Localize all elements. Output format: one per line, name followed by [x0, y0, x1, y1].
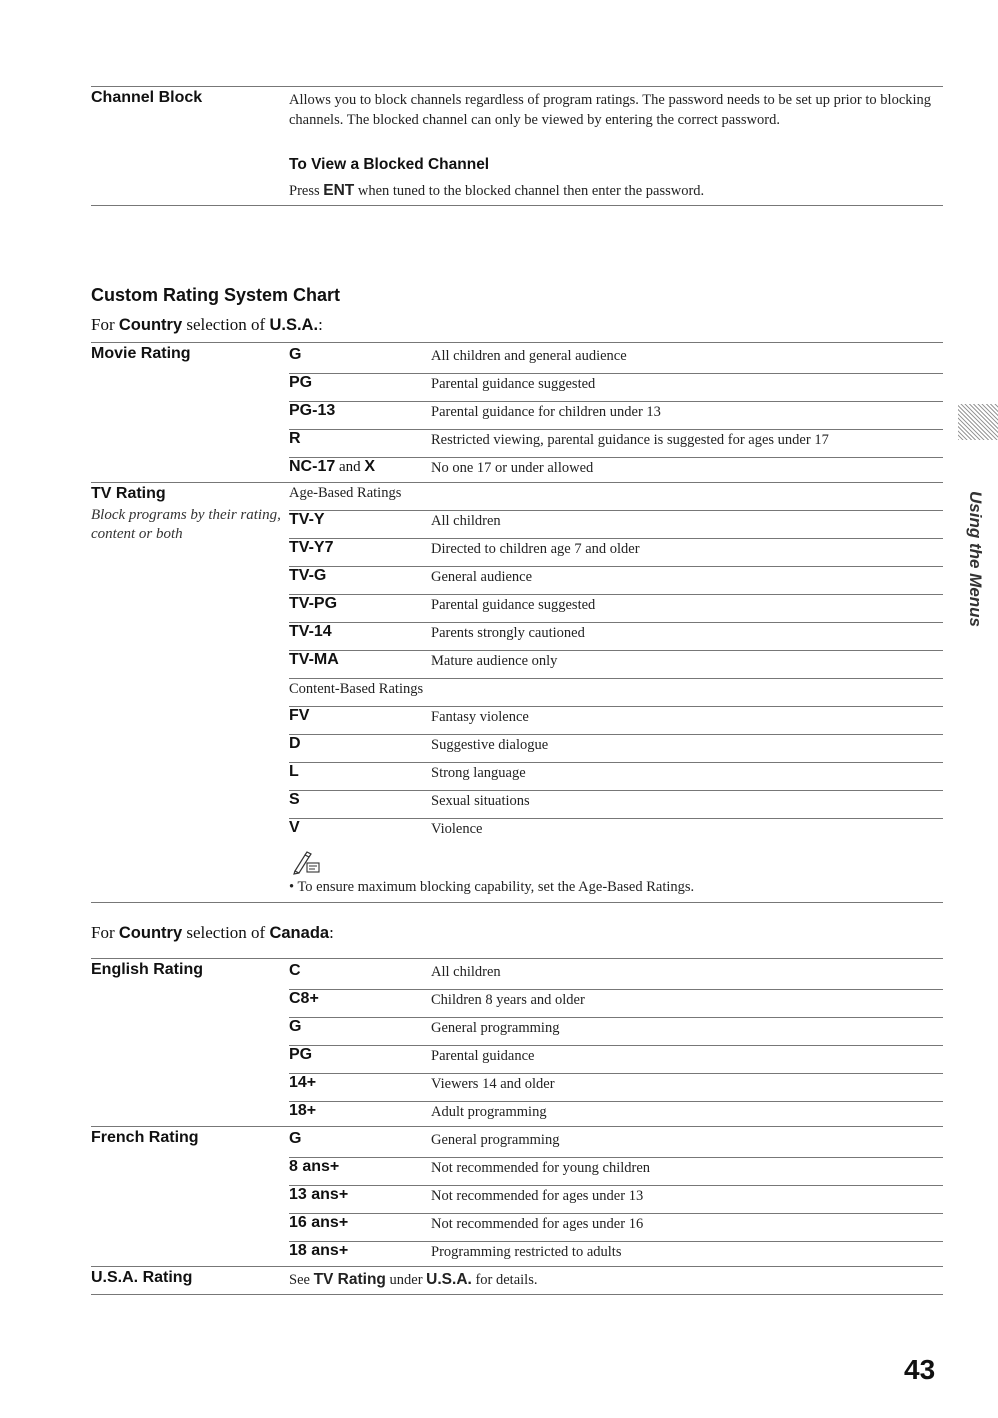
- rating-code: L: [289, 763, 299, 780]
- rating-code: C8+: [289, 990, 319, 1007]
- rating-description: Parental guidance: [431, 1048, 535, 1064]
- rating-description: Parental guidance suggested: [431, 376, 596, 392]
- rating-row: [289, 429, 943, 456]
- rating-row: [289, 622, 943, 649]
- divider: [91, 958, 943, 959]
- rating-description: Mature audience only: [431, 653, 558, 669]
- rating-row: [289, 818, 943, 845]
- content-based-heading: Content-Based Ratings: [289, 681, 424, 697]
- row-divider: [289, 1073, 943, 1074]
- row-divider: [289, 566, 943, 567]
- rating-row: [289, 1157, 943, 1184]
- row-divider: [289, 706, 943, 707]
- row-divider: [289, 1213, 943, 1214]
- rating-row: [289, 1045, 943, 1072]
- rating-code: TV-Y: [289, 511, 325, 528]
- rating-description: General programming: [431, 1132, 560, 1148]
- rating-row: [289, 650, 943, 677]
- rating-description: Not recommended for ages under 16: [431, 1216, 644, 1232]
- rating-description: Fantasy violence: [431, 709, 529, 725]
- row-divider: [289, 762, 943, 763]
- row-divider: [289, 678, 943, 679]
- rating-description: Restricted viewing, parental guidance is suggested for ages under 17: [431, 432, 829, 448]
- channel-block-label: Channel Block: [91, 89, 203, 106]
- rating-description: Children 8 years and older: [431, 992, 585, 1008]
- tv-rating-label: TV Rating: [91, 485, 166, 502]
- section-side-label: Using the Menus: [966, 491, 985, 628]
- rating-description: Viewers 14 and older: [431, 1076, 555, 1092]
- rating-code: G: [289, 346, 302, 363]
- rating-row: [289, 1017, 943, 1044]
- rating-row: [289, 1073, 943, 1100]
- rating-description: Not recommended for ages under 13: [431, 1188, 644, 1204]
- rating-code: TV-G: [289, 567, 327, 584]
- divider: [91, 1266, 943, 1267]
- rating-row: [289, 1185, 943, 1212]
- rating-code: PG: [289, 1046, 313, 1063]
- rating-description: All children: [431, 964, 501, 980]
- rating-row: [289, 373, 943, 400]
- divider: [91, 1126, 943, 1127]
- channel-block-description: Allows you to block channels regardless of program ratings. The password needs to be set up prior to blocking channels. The blocked channel can only be viewed by entering the correct password.: [289, 92, 932, 128]
- usa-rating-text: See TV Rating under U.S.A. for details.: [289, 1271, 538, 1288]
- rating-row: [289, 1241, 943, 1268]
- rating-code: TV-14: [289, 623, 332, 640]
- rating-row: [289, 734, 943, 761]
- rating-code: TV-PG: [289, 595, 338, 612]
- rating-code: NC-17 and X: [289, 458, 376, 475]
- row-divider: [289, 1241, 943, 1242]
- blocked-channel-instruction: Press ENT when tuned to the blocked channel then enter the password.: [289, 182, 705, 199]
- divider: [91, 205, 943, 206]
- rating-row: [289, 594, 943, 621]
- rating-description: Parental guidance suggested: [431, 597, 596, 613]
- rating-description: General audience: [431, 569, 533, 585]
- chart-title: Custom Rating System Chart: [91, 285, 341, 305]
- row-divider: [289, 594, 943, 595]
- row-divider: [289, 818, 943, 819]
- rating-description: All children: [431, 513, 501, 529]
- rating-code: V: [289, 819, 300, 836]
- rating-code: S: [289, 791, 300, 808]
- rating-row: [289, 762, 943, 789]
- rating-description: Parents strongly cautioned: [431, 625, 585, 641]
- rating-description: Parental guidance for children under 13: [431, 404, 661, 420]
- rating-row: [289, 790, 943, 817]
- rating-code: FV: [289, 707, 310, 724]
- rating-description: Adult programming: [431, 1104, 547, 1120]
- rating-description: Directed to children age 7 and older: [431, 541, 640, 557]
- divider: [91, 902, 943, 903]
- rating-code: 18 ans+: [289, 1242, 349, 1259]
- divider: [91, 342, 943, 343]
- row-divider: [289, 622, 943, 623]
- rating-code: R: [289, 430, 301, 447]
- rating-row: [289, 510, 943, 537]
- rating-code: PG: [289, 374, 313, 391]
- rating-code: 14+: [289, 1074, 317, 1091]
- rating-row: [289, 1101, 943, 1128]
- row-divider: [289, 1017, 943, 1018]
- rating-description: Violence: [431, 821, 483, 837]
- divider: [91, 86, 943, 87]
- usa-rating-label: U.S.A. Rating: [91, 1269, 193, 1286]
- rating-row: [289, 401, 943, 428]
- rating-code: G: [289, 1130, 302, 1147]
- rating-row: [289, 457, 943, 484]
- blocked-channel-subheading: To View a Blocked Channel: [289, 156, 490, 173]
- rating-code: 8 ans+: [289, 1158, 340, 1175]
- rating-description: Sexual situations: [431, 793, 530, 809]
- usa-country-intro: For Country selection of U.S.A.:: [91, 315, 323, 334]
- rating-code: TV-Y7: [289, 539, 334, 556]
- row-divider: [289, 429, 943, 430]
- rating-row: [289, 1213, 943, 1240]
- rating-row: [289, 566, 943, 593]
- rating-row: [289, 961, 943, 988]
- divider: [91, 1294, 943, 1295]
- content-based-heading-row: [289, 678, 943, 705]
- rating-code: 13 ans+: [289, 1186, 349, 1203]
- row-divider: [289, 1157, 943, 1158]
- page-number: 43: [904, 1354, 936, 1385]
- rating-description: Strong language: [431, 765, 526, 781]
- row-divider: [289, 510, 943, 511]
- rating-code: 16 ans+: [289, 1214, 349, 1231]
- row-divider: [289, 1101, 943, 1102]
- row-divider: [289, 734, 943, 735]
- age-based-heading: Age-Based Ratings: [289, 485, 402, 501]
- rating-code: PG-13: [289, 402, 336, 419]
- row-divider: [289, 1045, 943, 1046]
- row-divider: [289, 457, 943, 458]
- ent-key: ENT: [323, 182, 355, 199]
- section-tab-marker: [958, 404, 998, 440]
- rating-description: General programming: [431, 1020, 560, 1036]
- row-divider: [289, 650, 943, 651]
- note-text: • To ensure maximum blocking capability, set the Age-Based Ratings.: [289, 879, 695, 895]
- rating-row: [289, 706, 943, 733]
- note-pencil-icon: [291, 849, 321, 875]
- rating-description: Not recommended for young children: [431, 1160, 651, 1176]
- rating-row: [289, 989, 943, 1016]
- rating-row: [289, 538, 943, 565]
- row-divider: [289, 1185, 943, 1186]
- tv-rating-sublabel: Block programs by their rating, content or both: [91, 507, 281, 542]
- rating-description: All children and general audience: [431, 348, 627, 364]
- rating-description: No one 17 or under allowed: [431, 460, 594, 476]
- rating-row: [289, 1129, 943, 1156]
- age-based-heading-row: [289, 482, 943, 509]
- row-divider: [289, 989, 943, 990]
- movie-rating-label: Movie Rating: [91, 345, 191, 362]
- canada-country-intro: For Country selection of Canada:: [91, 923, 334, 942]
- rating-code: 18+: [289, 1102, 317, 1119]
- row-divider: [289, 790, 943, 791]
- row-divider: [289, 373, 943, 374]
- rating-description: Suggestive dialogue: [431, 737, 549, 753]
- english-rating-label: English Rating: [91, 961, 203, 978]
- row-divider: [289, 538, 943, 539]
- rating-code: D: [289, 735, 301, 752]
- rating-code: TV-MA: [289, 651, 339, 668]
- french-rating-label: French Rating: [91, 1129, 199, 1146]
- row-divider: [289, 401, 943, 402]
- rating-row: [289, 345, 943, 372]
- rating-code: C: [289, 962, 301, 979]
- rating-description: Programming restricted to adults: [431, 1244, 622, 1260]
- rating-code: G: [289, 1018, 302, 1035]
